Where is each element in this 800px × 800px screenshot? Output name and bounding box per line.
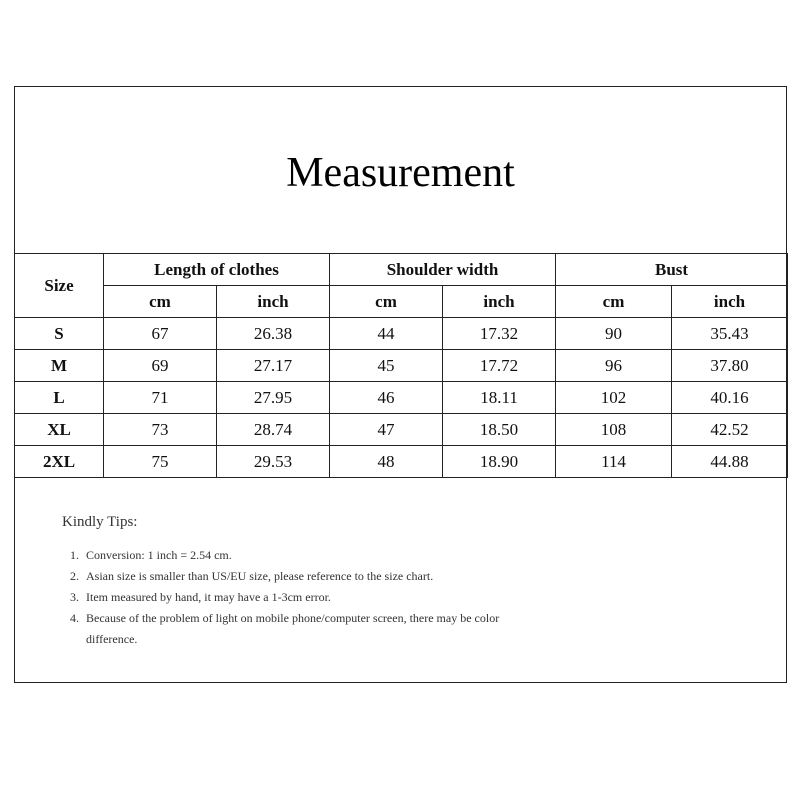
value-cell: 27.95 <box>217 382 330 414</box>
unit-header: inch <box>217 286 330 318</box>
value-cell: 18.11 <box>443 382 556 414</box>
table-row <box>15 382 788 414</box>
value-cell: 44.88 <box>672 446 788 478</box>
group-header-bust: Bust <box>556 254 788 286</box>
tip-item: 3. Item measured by hand, it may have a 1-3cm error. <box>82 587 506 608</box>
value-cell: 40.16 <box>672 382 788 414</box>
tips-title: Kindly Tips: <box>62 514 138 530</box>
unit-header: inch <box>443 286 556 318</box>
value-cell: 42.52 <box>672 414 788 446</box>
value-cell: 37.80 <box>672 350 788 382</box>
tip-item <box>82 608 506 650</box>
size-label-cell: XL <box>15 414 104 446</box>
group-header-row <box>15 254 788 286</box>
value-cell: 67 <box>104 318 217 350</box>
group-header-shoulder: Shoulder width <box>330 254 556 286</box>
value-cell: 28.74 <box>217 414 330 446</box>
unit-header: inch <box>672 286 788 318</box>
value-cell: 114 <box>556 446 672 478</box>
value-cell: 17.32 <box>443 318 556 350</box>
tip-item: 2. Asian size is smaller than US/EU size, please reference to the size chart. <box>82 566 506 587</box>
tip-item: 1. Conversion: 1 inch = 2.54 cm. <box>82 545 506 566</box>
table-row <box>15 414 788 446</box>
table-row <box>15 446 788 478</box>
value-cell: 73 <box>104 414 217 446</box>
group-header-length: Length of clothes <box>104 254 330 286</box>
size-label-cell: S <box>15 318 104 350</box>
size-label-cell: 2XL <box>15 446 104 478</box>
tip-text: Because of the problem of light on mobile phone/computer screen, there may be color difference. <box>86 611 500 646</box>
value-cell: 108 <box>556 414 672 446</box>
size-table-body <box>15 318 788 478</box>
value-cell: 75 <box>104 446 217 478</box>
value-cell: 48 <box>330 446 443 478</box>
measurement-card <box>14 86 787 683</box>
value-cell: 17.72 <box>443 350 556 382</box>
unit-header: cm <box>556 286 672 318</box>
value-cell: 29.53 <box>217 446 330 478</box>
value-cell: 44 <box>330 318 443 350</box>
kindly-tips <box>62 514 506 650</box>
page-title: Measurement <box>286 150 515 196</box>
size-label-cell: M <box>15 350 104 382</box>
value-cell: 18.50 <box>443 414 556 446</box>
value-cell: 69 <box>104 350 217 382</box>
value-cell: 71 <box>104 382 217 414</box>
value-cell: 18.90 <box>443 446 556 478</box>
unit-header: cm <box>104 286 217 318</box>
value-cell: 35.43 <box>672 318 788 350</box>
size-label-cell: L <box>15 382 104 414</box>
size-column-header: Size <box>15 254 104 318</box>
value-cell: 45 <box>330 350 443 382</box>
value-cell: 27.17 <box>217 350 330 382</box>
value-cell: 26.38 <box>217 318 330 350</box>
value-cell: 47 <box>330 414 443 446</box>
value-cell: 90 <box>556 318 672 350</box>
table-row <box>15 350 788 382</box>
unit-header-row <box>15 286 788 318</box>
table-row <box>15 318 788 350</box>
size-chart-table <box>14 253 788 478</box>
value-cell: 102 <box>556 382 672 414</box>
unit-header: cm <box>330 286 443 318</box>
tips-list <box>62 545 506 650</box>
value-cell: 46 <box>330 382 443 414</box>
value-cell: 96 <box>556 350 672 382</box>
